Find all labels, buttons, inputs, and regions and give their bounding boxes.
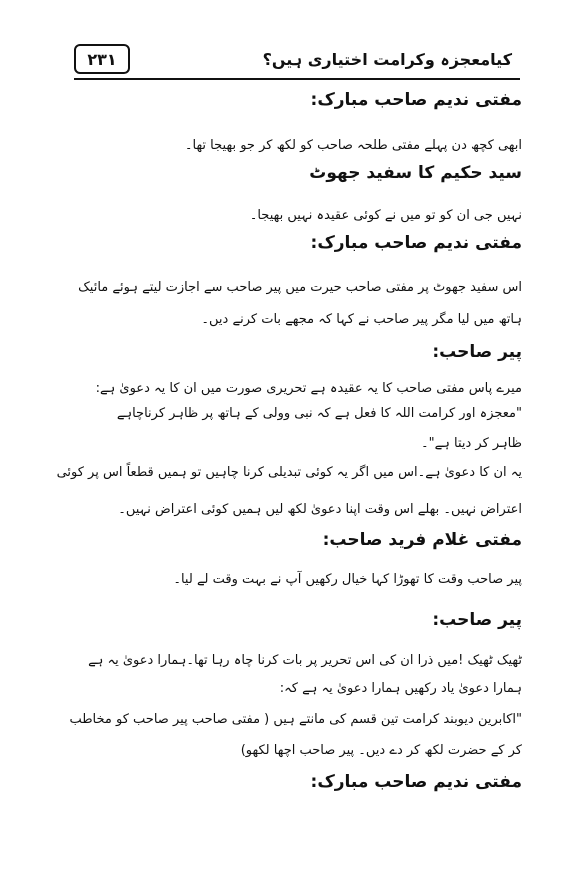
- paragraph-line: اس سفید جھوٹ پر مفتی صاحب حیرت میں پیر صاحب سے اجازت لیتے ہوئے مائیک: [78, 280, 522, 295]
- quote-line: "اکابرین دیوبند کرامت تین قسم کی مانتے ہیں ( مفتی صاحب پیر صاحب کو مخاطب: [69, 712, 522, 727]
- quote-line: ظاہر کر دیتا ہے"۔: [421, 436, 522, 451]
- paragraph-line: میرے پاس مفتی صاحب کا یہ عقیدہ ہے تحریری صورت میں ان کا یہ دعویٰ ہے:: [95, 381, 522, 396]
- page-number: ۲۳۱: [87, 49, 117, 69]
- running-title: کیامعجزہ وکرامت اختیاری ہیں؟: [262, 50, 512, 69]
- header-rule: [74, 78, 520, 80]
- paragraph-line: ابھی کچھ دن پہلے مفتی طلحہ صاحب کو لکھ کر جو بھیجا تھا۔: [184, 138, 522, 153]
- paragraph-line: یہ ان کا دعویٰ ہے۔اس میں اگر یہ کوئی تبدیلی کرنا چاہیں تو ہمیں قطعاً اس پر کوئی: [56, 465, 522, 480]
- paragraph-line: نہیں جی ان کو تو میں نے کوئی عقیدہ نہیں بھیجا۔: [249, 208, 522, 223]
- paragraph-line: ہاتھ میں لیا مگر پیر صاحب نے کہا کہ مجھے بات کرنے دیں۔: [201, 312, 522, 327]
- speaker-heading: مفتی ندیم صاحب مبارک:: [310, 772, 522, 792]
- page-number-box: [74, 44, 130, 74]
- section-heading: سید حکیم کا سفید جھوٹ: [309, 163, 522, 183]
- paragraph-line: ہمارا دعویٰ یاد رکھیں ہمارا دعویٰ یہ ہے کہ:: [279, 681, 522, 696]
- paragraph-line: ٹھیک ٹھیک !میں ذرا ان کی اس تحریر پر بات کرنا چاہ رہا تھا۔ہمارا دعویٰ یہ ہے: [88, 653, 522, 668]
- paragraph-line: پیر صاحب وقت کا تھوڑا کہا خیال رکھیں آپ نے بہت وقت لے لیا۔: [173, 572, 522, 587]
- paragraph-line: اعتراض نہیں۔ بھلے اس وقت اپنا دعویٰ لکھ لیں ہمیں کوئی اعتراض نہیں۔: [118, 502, 522, 517]
- speaker-heading: مفتی ندیم صاحب مبارک:: [310, 90, 522, 110]
- speaker-heading: مفتی غلام فرید صاحب:: [322, 530, 522, 550]
- quote-line: کر کے حضرت لکھ کر دے دیں۔ پیر صاحب اچھا لکھو): [240, 743, 522, 758]
- speaker-heading: پیر صاحب:: [432, 610, 522, 630]
- speaker-heading: مفتی ندیم صاحب مبارک:: [310, 233, 522, 253]
- quote-line: "معجزہ اور کرامت اللہ کا فعل ہے کہ نبی وولی کے ہاتھ پر ظاہر کرناچاہے: [116, 406, 522, 421]
- page-header: [74, 42, 520, 80]
- speaker-heading: پیر صاحب:: [432, 342, 522, 362]
